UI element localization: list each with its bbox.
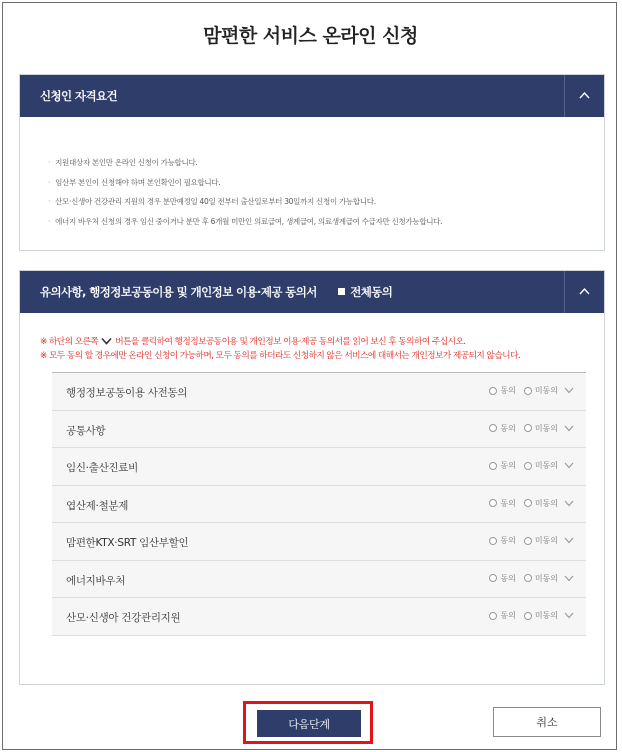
consent-item (52, 411, 586, 449)
agree-radio[interactable]: 동의 (489, 535, 515, 546)
chevron-down-icon[interactable] (564, 612, 574, 619)
radio-icon (524, 499, 532, 507)
chevron-down-icon (101, 337, 112, 345)
disagree-radio[interactable]: 미동의 (524, 385, 558, 396)
consent-title: 유의사항, 행정정보공동이용 및 개인정보 이용·제공 동의서 (40, 285, 317, 299)
consent-item-label: 엽산제·철분제 (66, 499, 129, 512)
square-icon (338, 288, 345, 295)
all-agree-checkbox[interactable] (338, 284, 392, 300)
agree-radio[interactable]: 동의 (489, 460, 515, 471)
disagree-radio[interactable]: 미동의 (524, 460, 558, 471)
requirements-panel (19, 74, 605, 251)
radio-icon (489, 462, 497, 470)
radio-icon (524, 612, 532, 620)
chevron-down-icon[interactable] (564, 425, 574, 432)
consent-item-label: 산모·신생아 건강관리지원 (66, 612, 181, 624)
dialog-frame (2, 2, 617, 750)
consent-item-label: 맘편한KTX·SRT 임산부할인 (66, 537, 189, 549)
consent-item-label: 공통사항 (66, 424, 106, 437)
consent-item-label: 임신·출산진료비 (66, 462, 138, 474)
radio-icon (489, 612, 497, 620)
consent-notice (20, 313, 604, 363)
radio-icon (524, 424, 532, 432)
radio-icon (524, 387, 532, 395)
consent-item (52, 561, 586, 599)
chevron-down-icon[interactable] (564, 462, 574, 469)
consent-panel (19, 270, 605, 685)
disagree-radio[interactable]: 미동의 (524, 498, 558, 509)
consent-item-label: 에너지바우처 (66, 574, 126, 587)
radio-icon (524, 462, 532, 470)
disagree-radio[interactable]: 미동의 (524, 535, 558, 546)
chevron-up-icon (579, 91, 590, 99)
consent-list (52, 372, 586, 636)
requirements-list (20, 117, 604, 231)
requirements-title: 신청인 자격요건 (40, 89, 117, 103)
consent-item-label: 행정정보공동이용 사전동의 (66, 387, 188, 399)
page-title: 맘편한 서비스 온라인 신청 (203, 25, 418, 47)
agree-radio[interactable]: 동의 (489, 610, 515, 621)
list-item: · 임산부 본인이 신청해야 하며 본인확인이 필요합니다. (48, 177, 221, 187)
disagree-radio[interactable]: 미동의 (524, 610, 558, 621)
disagree-radio[interactable]: 미동의 (524, 573, 558, 584)
radio-icon (524, 537, 532, 545)
chevron-down-icon[interactable] (564, 537, 574, 544)
chevron-down-icon[interactable] (564, 500, 574, 507)
requirements-header[interactable] (20, 75, 604, 117)
consent-item (52, 598, 586, 636)
next-step-button[interactable]: 다음단계 (257, 710, 361, 737)
radio-icon (489, 424, 497, 432)
radio-icon (489, 574, 497, 582)
notice-line-1: ※ 하단의 오른쪽 버튼을 클릭하여 행정정보공동이용 및 개인정보 이용·제공 동의서를 읽어 보신 후 동의하여 주십시오. (40, 337, 466, 347)
all-agree-label: 전체동의 (350, 285, 393, 299)
chevron-up-icon (579, 287, 590, 295)
radio-icon (489, 499, 497, 507)
list-item: · 산모·신생아 건강관리 지원의 경우 분만예정일 40일 전부터 출산일로부터 30일까지 신청이 가능합니다. (48, 197, 376, 206)
next-button-highlight (243, 701, 373, 744)
agree-radio[interactable]: 동의 (489, 498, 515, 509)
consent-item (52, 373, 586, 411)
radio-icon (489, 537, 497, 545)
consent-item (52, 486, 586, 524)
notice-line-2: ※ 모두 동의 할 경우에만 온라인 신청이 가능하며, 모두 동의를 하더라도 신청하지 않은 서비스에 대해서는 개인정보가 제공되지 않습니다. (40, 351, 521, 361)
chevron-down-icon[interactable] (564, 575, 574, 582)
radio-icon (524, 574, 532, 582)
agree-radio[interactable]: 동의 (489, 423, 515, 434)
radio-icon (489, 387, 497, 395)
consent-header (20, 271, 604, 313)
requirements-collapse-button[interactable] (564, 75, 604, 117)
consent-collapse-button[interactable] (564, 271, 604, 313)
chevron-down-icon[interactable] (564, 387, 574, 394)
list-item: · 에너지 바우처 신청의 경우 임신 중이거나 분만 후 6개월 미만인 의료급여, 생계급여, 의료생계급여 수급자만 신청가능합니다. (48, 216, 443, 226)
agree-radio[interactable]: 동의 (489, 385, 515, 396)
consent-item (52, 523, 586, 561)
consent-item (52, 448, 586, 486)
agree-radio[interactable]: 동의 (489, 573, 515, 584)
cancel-button[interactable]: 취소 (493, 707, 601, 737)
disagree-radio[interactable]: 미동의 (524, 423, 558, 434)
list-item: · 지원대상자 본인만 온라인 신청이 가능합니다. (48, 158, 198, 167)
